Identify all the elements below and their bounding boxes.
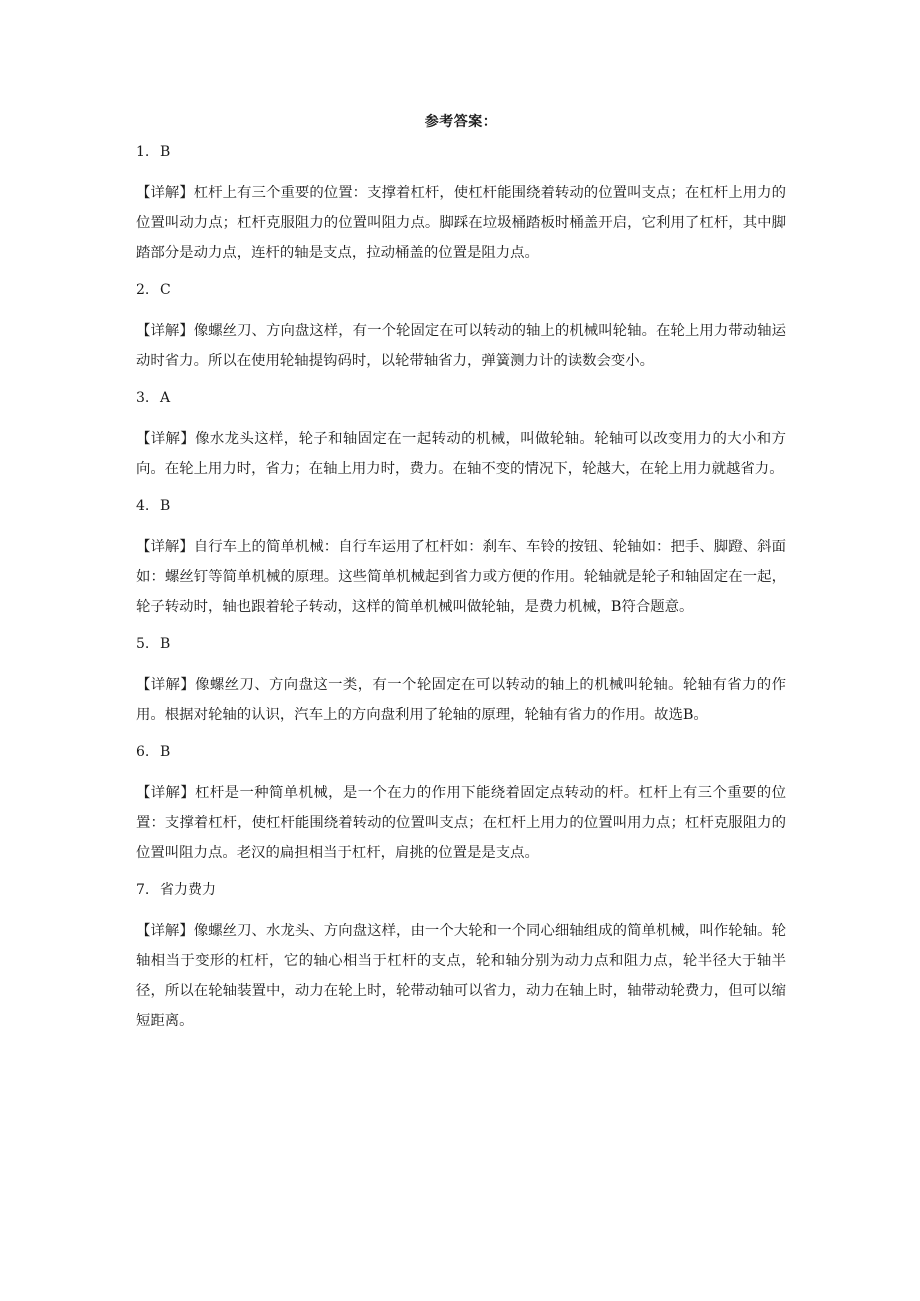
answer-item-3: [136, 387, 786, 484]
detail-tag: 【详解】: [136, 539, 194, 555]
answer-line: [136, 741, 786, 763]
answer-item-5: [136, 633, 786, 730]
answer-value: A: [160, 390, 171, 406]
answer-key-page: [136, 112, 786, 1047]
answer-item-1: [136, 141, 786, 268]
question-number: 7.: [136, 882, 150, 898]
detail-tag: 【详解】: [136, 431, 196, 447]
detail-tag: 【详解】: [136, 185, 194, 201]
answer-value: 省力费力: [160, 882, 216, 898]
detail-text: 杠杆是一种简单机械，是一个在力的作用下能绕着固定点转动的杆。杠杆上有三个重要的位置：支撑着杠杆，使杠杆能围绕着转动的位置叫支点；在杠杆上用力的位置叫用力点；杠杆克服阻力的位置叫阻力点。老汉的扁担相当于杠杆，肩挑的位置是是支点。: [136, 785, 786, 861]
answer-line: [136, 387, 786, 409]
answer-item-7: [136, 879, 786, 1036]
answer-value: C: [160, 282, 171, 298]
detail-text: 像螺丝刀、方向盘这一类，有一个轮固定在可以转动的轴上的机械叫轮轴。轮轴有省力的作用。根据对轮轴的认识，汽车上的方向盘利用了轮轴的原理，轮轴有省力的作用。故选B。: [136, 677, 786, 723]
answer-explanation: [136, 916, 786, 1036]
answer-line: [136, 879, 786, 901]
answer-line: [136, 141, 786, 163]
answer-item-2: [136, 279, 786, 376]
question-number: 3.: [136, 390, 150, 406]
detail-tag: 【详解】: [136, 923, 194, 939]
answer-line: [136, 633, 786, 655]
detail-text: 像螺丝刀、水龙头、方向盘这样，由一个大轮和一个同心细轴组成的简单机械，叫作轮轴。轮轴相当于变形的杠杆，它的轴心相当于杠杆的支点，轮和轴分别为动力点和阻力点，轮半径大于轴半径，所以在轮轴装置中，动力在轮上时，轮带动轴可以省力，动力在轴上时，轴带动轮费力，但可以缩短距离。: [136, 923, 786, 1029]
answer-line: [136, 279, 786, 301]
answer-item-6: [136, 741, 786, 868]
detail-text: 像水龙头这样，轮子和轴固定在一起转动的机械，叫做轮轴。轮轴可以改变用力的大小和方向。在轮上用力时，省力；在轴上用力时，费力。在轴不变的情况下，轮越大，在轮上用力就越省力。: [136, 431, 786, 477]
answer-value: B: [160, 636, 171, 652]
answer-value: B: [160, 498, 171, 514]
question-number: 5.: [136, 636, 150, 652]
question-number: 6.: [136, 744, 150, 760]
detail-text: 杠杆上有三个重要的位置：支撑着杠杆，使杠杆能围绕着转动的位置叫支点；在杠杆上用力的位置叫动力点；杠杆克服阻力的位置叫阻力点。脚踩在垃圾桶踏板时桶盖开启，它利用了杠杆，其中脚踏部分是动力点，连杆的轴是支点，拉动桶盖的位置是阻力点。: [136, 185, 786, 261]
detail-tag: 【详解】: [136, 677, 196, 693]
detail-tag: 【详解】: [136, 785, 196, 801]
page-title: 参考答案：: [424, 114, 498, 130]
detail-text: 像螺丝刀、方向盘这样，有一个轮固定在可以转动的轴上的机械叫轮轴。在轮上用力带动轴运动时省力。所以在使用轮轴提钩码时，以轮带轴省力，弹簧测力计的读数会变小。: [136, 323, 786, 369]
question-number: 4.: [136, 498, 150, 514]
question-number: 2.: [136, 282, 150, 298]
detail-text: 自行车上的简单机械：自行车运用了杠杆如：刹车、车铃的按钮、轮轴如：把手、脚蹬、斜面如：螺丝钉等简单机械的原理。这些简单机械起到省力或方便的作用。轮轴就是轮子和轴固定在一起，轮子转动时，轴也跟着轮子转动，这样的简单机械叫做轮轴，是费力机械，B符合题意。: [136, 539, 786, 615]
answer-value: B: [160, 744, 171, 760]
question-number: 1.: [136, 144, 150, 160]
detail-tag: 【详解】: [136, 323, 194, 339]
answer-explanation: [136, 424, 786, 484]
answer-item-4: [136, 495, 786, 622]
answer-value: B: [160, 144, 171, 160]
answer-explanation: [136, 670, 786, 730]
answer-explanation: [136, 778, 786, 868]
answer-explanation: [136, 532, 786, 622]
answer-line: [136, 495, 786, 517]
answer-explanation: [136, 316, 786, 376]
answer-explanation: [136, 178, 786, 268]
